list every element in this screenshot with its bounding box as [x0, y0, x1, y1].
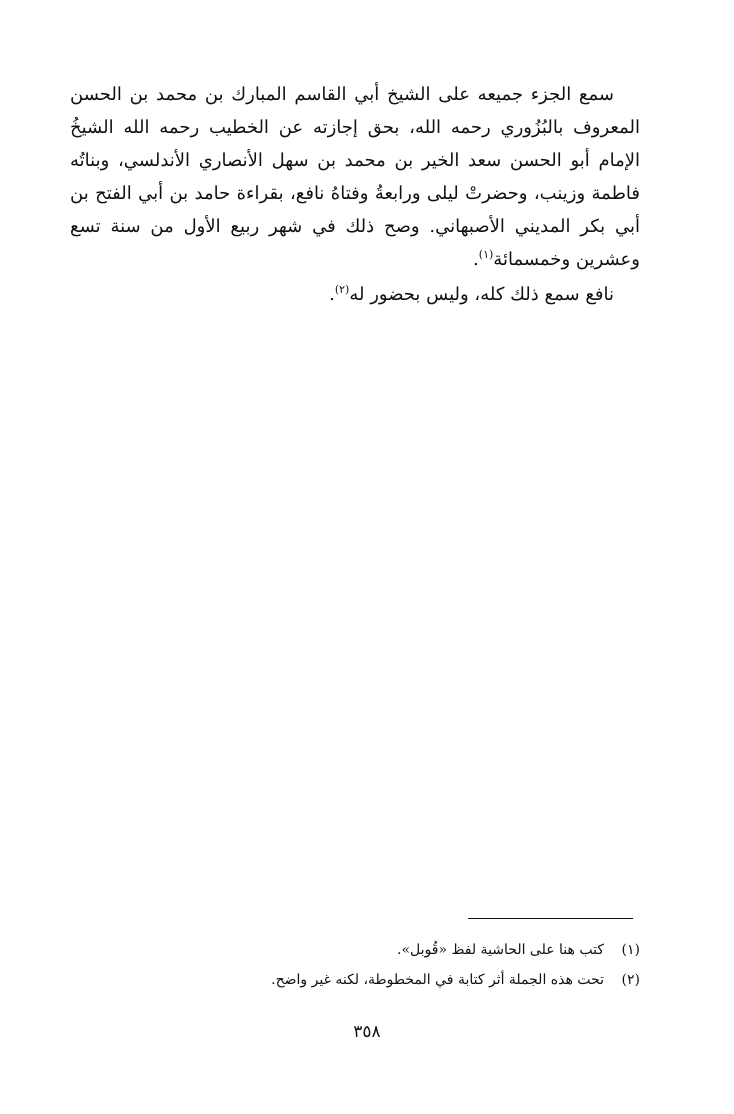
footnote-1-text: كتب هنا على الحاشية لفظ «قُوبل».: [397, 942, 604, 958]
main-text: [70, 78, 640, 311]
paragraph-1: [70, 78, 640, 276]
footnote-1: [120, 935, 640, 965]
footnote-divider: [468, 918, 633, 919]
footnote-2: [120, 965, 640, 995]
footnote-ref-1[interactable]: (١): [478, 248, 494, 261]
page-number: ٣٥٨: [353, 1022, 381, 1042]
footnote-2-text: تحت هذه الجملة أثر كتابة في المخطوطة، لكنه غير واضح.: [271, 972, 604, 988]
paragraph-2: [70, 278, 640, 311]
footnote-ref-2[interactable]: (٢): [334, 283, 350, 296]
paragraph-2-text: نافع سمع ذلك كله، وليس بحضور له: [349, 284, 614, 305]
footnote-1-number: (١): [621, 942, 640, 958]
footnote-2-number: (٢): [621, 972, 640, 988]
paragraph-2-end: .: [329, 284, 335, 305]
paragraph-1-text: سمع الجزء جميعه على الشيخ أبي القاسم المبارك بن محمد بن الحسن المعروف بالبُزُوري رحمه الله، بحق إجازته عن الخطيب رحمه الله الشيخُ الإمام أبو الحسن سعد الخير بن محمد بن سهل الأنصاري الأندلسي، وبناتُه فاطمة وزينب، وحضرتْ ليلى ورابعةُ وفتاهُ نافع، بقراءة حامد بن أبي الفتح بن أبي بكر المديني الأصبهاني. وصح ذلك في شهر ربيع الأول من سنة تسع وعشرين وخمسمائة: [70, 84, 640, 270]
paragraph-1-end: .: [473, 249, 479, 270]
footnotes: [120, 935, 640, 995]
